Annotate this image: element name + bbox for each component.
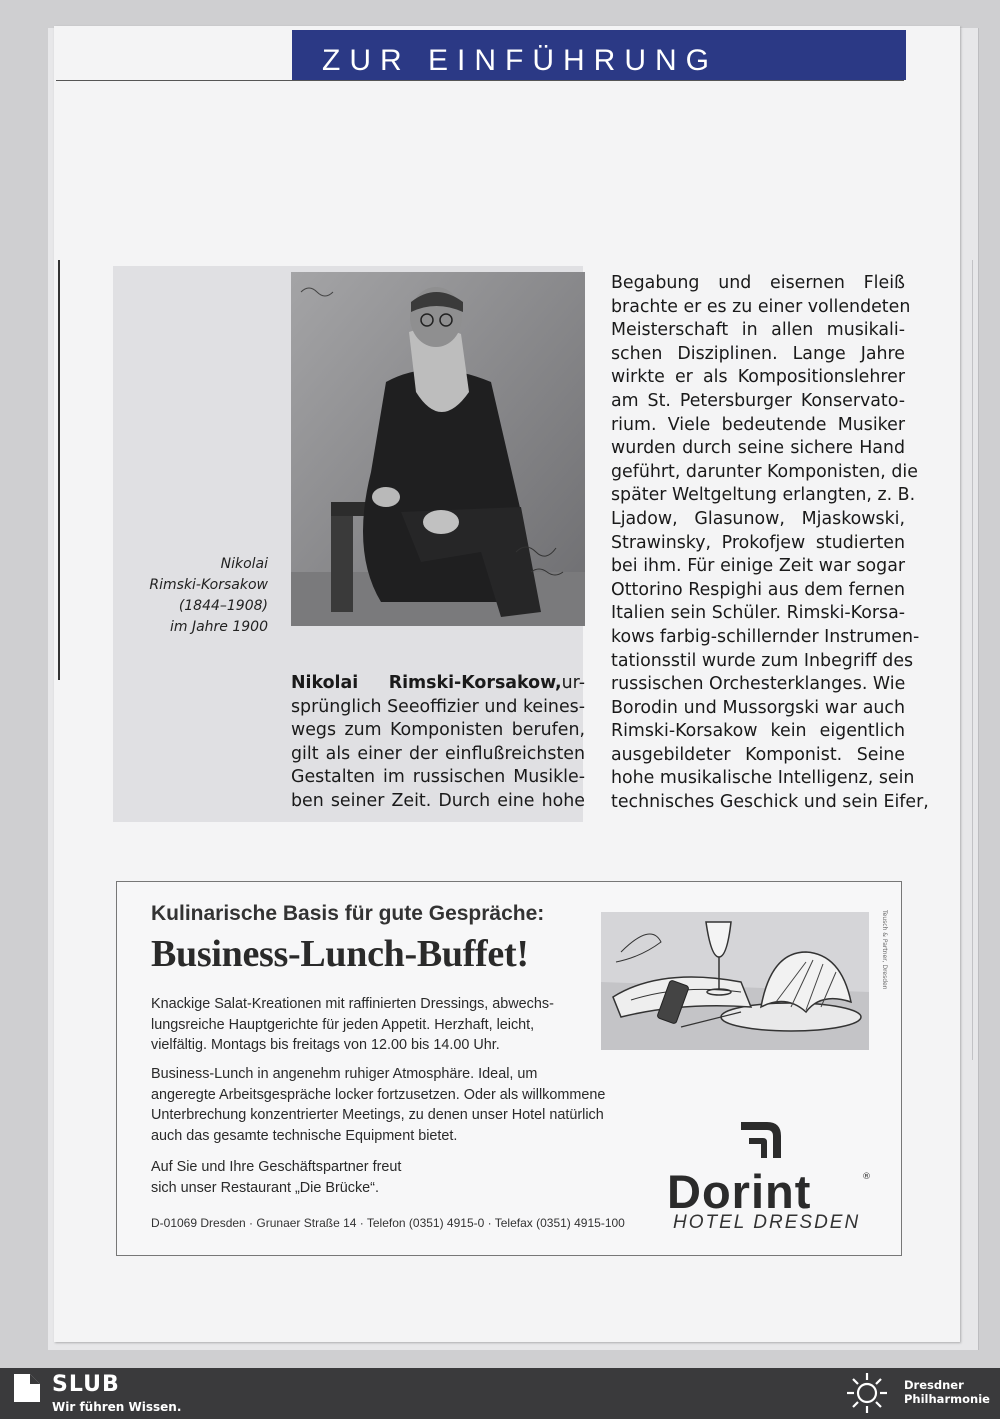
ad-line: Knackige Salat-Kreationen mit raffinierten Dressings, abwechs-	[151, 996, 554, 1012]
text-line: Meisterschaft in allen musikali-	[611, 320, 905, 341]
portrait-photo	[291, 272, 585, 626]
text-line: am St. Petersburger Konservato-	[611, 390, 905, 411]
margin-mark	[58, 260, 60, 680]
text-line: Borodin und Mussorgski war auch	[611, 697, 905, 718]
text-line: ben seiner Zeit. Durch eine hohe	[291, 790, 585, 811]
text-line: gilt als einer der einflußreichsten	[291, 743, 585, 764]
ad-line: lungsreiche Hauptgerichte für jeden Appetit. Herzhaft, leicht,	[151, 1016, 535, 1033]
philharmonie-name	[904, 1378, 990, 1406]
ad-line: vielfältig. Montags bis freitags von 12.00 bis 14.00 Uhr.	[151, 1037, 500, 1053]
footer-bar	[0, 1368, 1000, 1418]
text-line: russischen Orchesterklanges. Wie	[611, 674, 906, 695]
dorint-logo-icon	[737, 1118, 787, 1166]
text-line: Strawinsky, Prokofjew studierten	[611, 532, 905, 553]
text-line: kows farbig-schillernder Instrumen-	[611, 626, 920, 647]
text-line: tationsstil wurde zum Inbegriff des	[611, 650, 914, 671]
text-line: brachte er es zu einer vollendeten	[611, 296, 911, 317]
advertisement	[116, 881, 902, 1256]
text-fragment: ur-	[561, 673, 585, 693]
text-line: Italien sein Schüler. Rimski-Korsa-	[611, 603, 905, 624]
text-line: schen Disziplinen. Lange Jahre	[611, 343, 905, 364]
ad-address: D-01069 Dresden · Grunaer Straße 14 · Telefon (0351) 4915-0 · Telefax (0351) 4915-100	[151, 1216, 625, 1230]
caption-line: Nikolai	[220, 556, 268, 572]
caption-line: Rimski-Korsakow	[149, 577, 268, 593]
text-line: Ljadow, Glasunow, Mjaskowski,	[611, 508, 905, 529]
slub-name: SLUB	[52, 1372, 120, 1397]
article-column-left	[291, 672, 585, 814]
section-header: ZUR EINFÜHRUNG	[292, 30, 906, 80]
buffet-illustration	[601, 912, 869, 1050]
text-line: sprünglich Seeoffizier und keines-	[291, 696, 585, 717]
text-line: ausgebildeter Komponist. Seine	[611, 744, 905, 765]
ad-credit: Teusch & Partner, Dresden	[881, 910, 888, 990]
ad-line: Business-Lunch in angenehm ruhiger Atmosphäre. Ideal, um	[151, 1066, 538, 1082]
page-edge	[972, 260, 979, 1060]
text-line: wegs zum Komponisten berufen,	[291, 720, 585, 741]
ad-subtitle: Kulinarische Basis für gute Gespräche:	[151, 902, 545, 925]
caption-line: im Jahre 1900	[169, 619, 268, 635]
ad-line: Unterbrechung konzentrierter Meetings, zu denen unser Hotel natürlich	[151, 1107, 604, 1123]
header-rule	[56, 80, 904, 81]
dorint-brand: Dorint	[667, 1165, 812, 1218]
photo-caption	[140, 554, 268, 638]
philharmonie-name-line: Dresdner	[904, 1378, 964, 1392]
text-line: hohe musikalische Intelligenz, sein	[611, 768, 915, 789]
article-column-right	[611, 272, 929, 815]
ad-line: sich unser Restaurant „Die Brücke“.	[151, 1179, 379, 1196]
caption-line: (1844–1908)	[178, 598, 268, 614]
text-line: wirkte er als Kompositionslehrer	[611, 367, 905, 388]
ad-line: auch das gesamte technische Equipment bietet.	[151, 1127, 458, 1144]
lead-name: Nikolai Rimski-Korsakow,	[291, 673, 562, 693]
ad-paragraph	[151, 1157, 401, 1198]
ad-line: angeregte Arbeitsgespräche locker fortzusetzen. Oder als willkommene	[151, 1086, 606, 1103]
ad-title: Business-Lunch-Buffet!	[151, 933, 529, 975]
text-line	[291, 672, 585, 696]
philharmonie-logo-icon	[840, 1371, 894, 1419]
philharmonie-name-line: Philharmonie	[904, 1392, 990, 1406]
ad-line: Auf Sie und Ihre Geschäftspartner freut	[151, 1159, 402, 1175]
slub-logo-icon	[12, 1372, 42, 1408]
text-line: technisches Geschick und sein Eifer,	[611, 792, 929, 813]
ad-paragraph	[151, 1064, 605, 1146]
text-line: rium. Viele bedeutende Musiker	[611, 414, 905, 435]
text-line: bei ihm. Für einige Zeit war sogar	[611, 556, 905, 577]
text-line: später Weltgeltung erlangten, z. B.	[611, 485, 916, 506]
text-line: Begabung und eisernen Fleiß	[611, 273, 905, 293]
text-line: Rimski-Korsakow kein eigentlich	[611, 721, 905, 742]
registered-mark: ®	[862, 1172, 871, 1182]
slub-tagline: Wir führen Wissen.	[52, 1400, 182, 1414]
text-line: geführt, darunter Komponisten, die	[611, 461, 918, 482]
dorint-subtitle: HOTEL DRESDEN	[673, 1212, 861, 1233]
ad-paragraph	[151, 994, 554, 1056]
text-line: wurden durch seine sichere Hand	[611, 438, 905, 459]
text-line: Ottorino Respighi aus dem fernen	[611, 579, 905, 600]
text-line: Gestalten im russischen Musikle-	[291, 767, 585, 788]
